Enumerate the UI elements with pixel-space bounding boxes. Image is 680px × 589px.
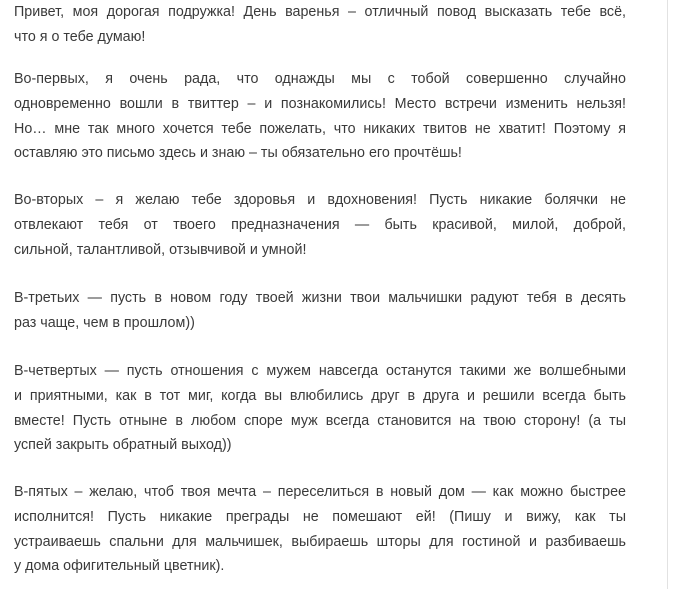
paragraph-third — [14, 286, 626, 336]
paragraph-line: у дома офигительный цветник). — [14, 558, 225, 575]
paragraph-line: устраиваешь спальни для мальчишек, выбираешь шторы для гостиной и разбиваешь — [14, 533, 626, 550]
paragraph-line: раз чаще, чем в прошлом)) — [14, 314, 195, 331]
paragraph-line: успей закрыть обратный выход)) — [14, 437, 232, 454]
paragraph-line: исполнится! Пусть никакие преграды не помешают ей! (Пишу и вижу, как ты — [14, 508, 626, 525]
paragraph-line: Во-вторых – я желаю тебе здоровья и вдохновения! Пусть никакие болячки не — [14, 192, 626, 208]
paragraph-greeting — [14, 0, 626, 50]
paragraph-line: отвлекают тебя от твоего предназначения — быть красивой, милой, доброй, — [14, 216, 626, 233]
paragraph-line: Но… мне так много хочется тебе пожелать, что никаких твитов не хватит! Поэтому я — [14, 120, 626, 137]
paragraph-line: оставляю это письмо здесь и знаю – ты обязательно его прочтёшь! — [14, 145, 462, 162]
paragraph-first — [14, 67, 626, 166]
page-edge-divider — [667, 0, 668, 589]
paragraph-line: что я о тебе думаю! — [14, 28, 146, 45]
paragraph-line: вместе! Пусть отныне в любом споре муж всегда становится на твою сторону! (а ты — [14, 412, 626, 429]
paragraph-line: сильной, талантливой, отзывчивой и умной! — [14, 241, 307, 258]
paragraph-line: В-пятых – желаю, чтоб твоя мечта – переселиться в новый дом — как можно быстрее — [14, 484, 626, 500]
paragraph-line: В-четвертых — пусть отношения с мужем навсегда останутся такими же волшебными — [14, 363, 626, 379]
paragraph-line: В-третьих — пусть в новом году твоей жизни твои мальчишки радуют тебя в десять — [14, 290, 626, 306]
paragraph-fifth — [14, 480, 626, 579]
paragraph-line: одновременно вошли в твиттер – и познакомились! Место встречи изменить нельзя! — [14, 95, 626, 112]
paragraph-fourth — [14, 359, 626, 458]
paragraph-second — [14, 188, 626, 262]
paragraph-line: и приятными, как в тот миг, когда вы влюбились друг в друга и решили всегда быть — [14, 387, 626, 404]
paragraph-line: Во-первых, я очень рада, что однажды мы с тобой совершенно случайно — [14, 71, 626, 87]
paragraph-line: Привет, моя дорогая подружка! День варенья – отличный повод высказать тебе всё, — [14, 4, 626, 20]
